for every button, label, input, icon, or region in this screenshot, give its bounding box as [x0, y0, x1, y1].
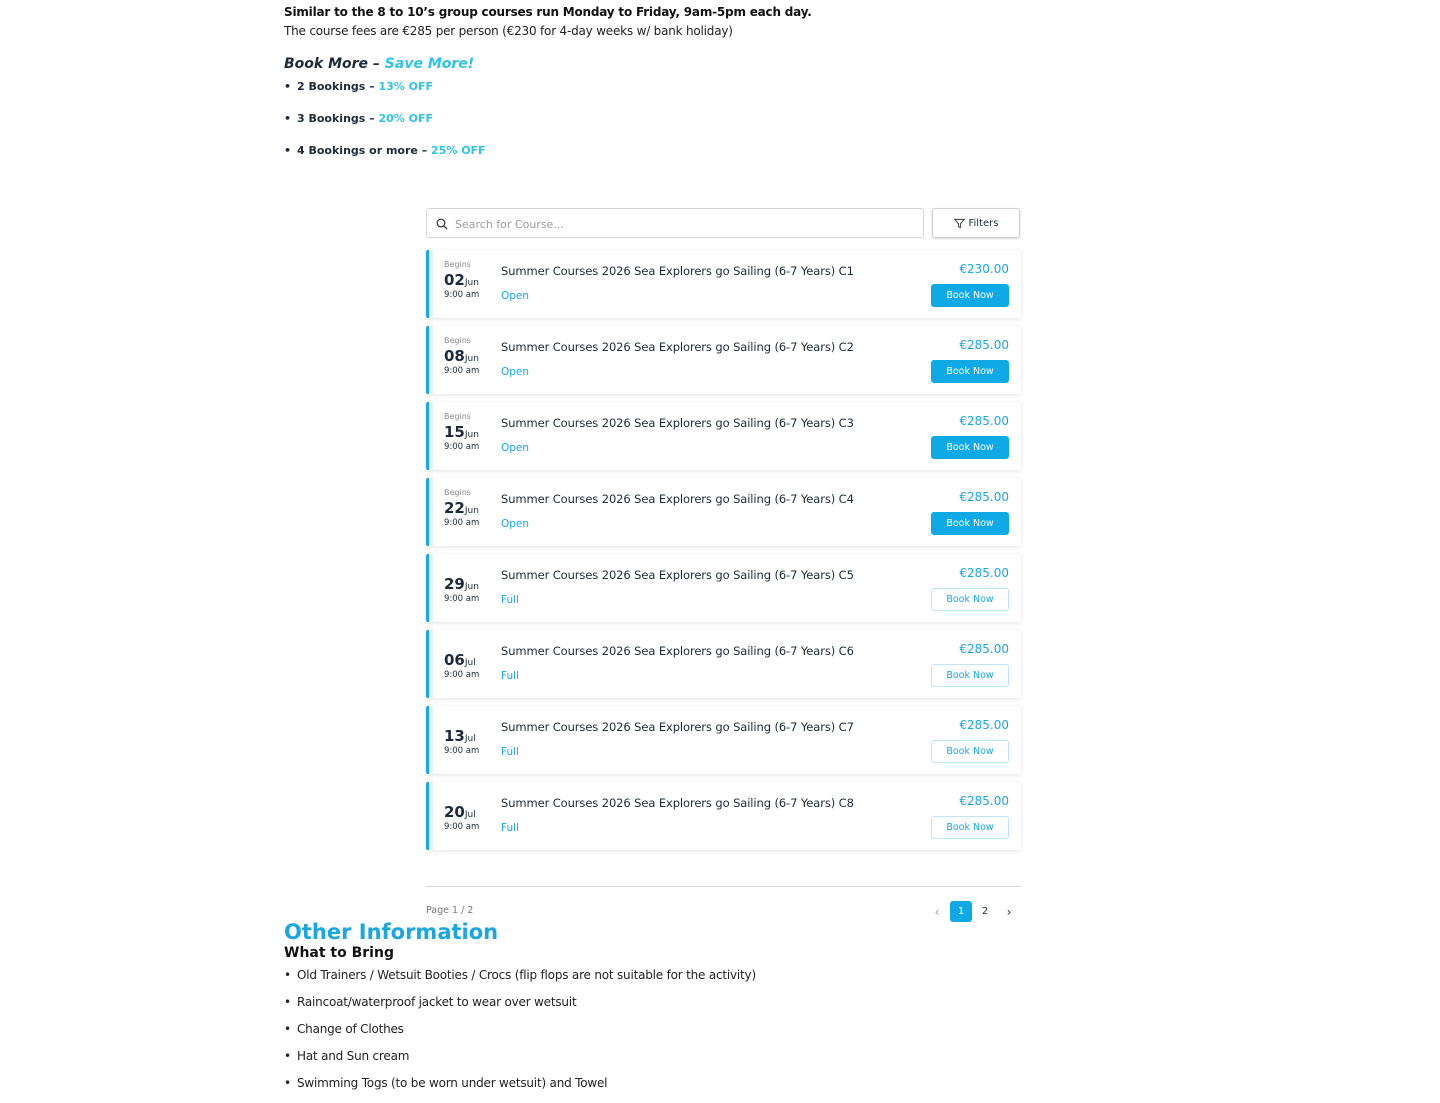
date-month: Jun [464, 506, 479, 516]
date-day: 06 [444, 651, 465, 669]
book-now-button[interactable]: Book Now [931, 588, 1009, 611]
date-day: 20 [444, 803, 465, 821]
search-icon [436, 218, 448, 230]
book-now-button[interactable]: Book Now [931, 816, 1009, 839]
course-card [426, 782, 1021, 850]
bring-list [284, 968, 756, 1103]
course-title: Summer Courses 2026 Sea Explorers go Sailing (6-7 Years) C2 [501, 340, 854, 354]
begins-label [444, 792, 494, 802]
date-month: Jun [464, 354, 479, 364]
date-day: 13 [444, 727, 465, 745]
what-to-bring-title: What to Bring [284, 945, 394, 961]
course-status: Full [501, 746, 519, 758]
course-title: Summer Courses 2026 Sea Explorers go Sailing (6-7 Years) C4 [501, 492, 854, 506]
date-day: 02 [444, 271, 465, 289]
course-price: €285.00 [959, 490, 1009, 504]
discount-heading-main: Book More – [284, 56, 385, 72]
discount-value: 25% OFF [431, 144, 486, 157]
course-title: Summer Courses 2026 Sea Explorers go Sailing (6-7 Years) C1 [501, 264, 854, 278]
course-status: Full [501, 822, 519, 834]
date-block [444, 488, 494, 528]
course-card [426, 402, 1021, 470]
course-price: €285.00 [959, 794, 1009, 808]
filters-button[interactable] [932, 208, 1020, 238]
discount-heading-accent: Save More! [384, 56, 475, 72]
bullet-icon: • [284, 144, 292, 157]
date-month: Jun [464, 278, 479, 288]
course-price: €285.00 [959, 642, 1009, 656]
intro-fees: The course fees are €285 per person (€230 for 4-day weeks w/ bank holiday) [284, 24, 733, 38]
start-time: 9:00 am [444, 670, 480, 680]
course-list [426, 250, 1021, 858]
prev-page-button[interactable]: ‹ [934, 904, 940, 919]
course-status: Open [501, 518, 530, 530]
discount-label: 3 Bookings – [297, 112, 379, 125]
list-item [284, 1022, 756, 1049]
page-info: Page 1 / 2 [426, 905, 474, 916]
date-month: Jul [464, 658, 476, 668]
search-box [426, 208, 924, 238]
bullet-icon: • [284, 995, 291, 1009]
bring-item-text: Old Trainers / Wetsuit Booties / Crocs (flip flops are not suitable for the activity) [297, 968, 756, 982]
discount-item [284, 80, 486, 112]
intro-schedule: Similar to the 8 to 10’s group courses run Monday to Friday, 9am-5pm each day. [284, 5, 812, 19]
bring-item-text: Swimming Togs (to be worn under wetsuit) and Towel [297, 1076, 608, 1090]
begins-label: Begins [444, 260, 471, 269]
discount-heading [284, 56, 474, 72]
start-time: 9:00 am [444, 442, 480, 452]
list-item [284, 968, 756, 995]
discount-label: 2 Bookings – [297, 80, 379, 93]
bring-item-text: Raincoat/waterproof jacket to wear over wetsuit [297, 995, 577, 1009]
start-time: 9:00 am [444, 822, 480, 832]
course-status: Full [501, 670, 519, 682]
date-month: Jun [464, 582, 479, 592]
book-now-button[interactable]: Book Now [931, 512, 1009, 535]
course-card [426, 554, 1021, 622]
date-block [444, 260, 494, 300]
next-page-button[interactable]: › [1006, 904, 1012, 919]
date-day: 22 [444, 499, 465, 517]
course-price: €285.00 [959, 566, 1009, 580]
date-month: Jul [464, 734, 476, 744]
start-time: 9:00 am [444, 290, 480, 300]
course-title: Summer Courses 2026 Sea Explorers go Sailing (6-7 Years) C7 [501, 720, 854, 734]
list-item [284, 995, 756, 1022]
course-price: €230.00 [959, 262, 1009, 276]
bring-item-text: Change of Clothes [297, 1022, 404, 1036]
discount-item [284, 144, 486, 176]
bullet-icon: • [284, 1076, 291, 1090]
date-block [444, 792, 494, 832]
start-time: 9:00 am [444, 746, 480, 756]
page-button-2[interactable]: 2 [981, 906, 989, 917]
discount-item [284, 112, 486, 144]
date-day: 15 [444, 423, 465, 441]
discount-value: 13% OFF [378, 80, 434, 93]
begins-label [444, 564, 494, 574]
course-status: Open [501, 366, 530, 378]
date-month: Jun [464, 430, 479, 440]
book-now-button[interactable]: Book Now [931, 664, 1009, 687]
pagination-divider [426, 886, 1021, 887]
bring-item-text: Hat and Sun cream [297, 1049, 410, 1063]
search-input[interactable] [453, 213, 917, 235]
date-block [444, 336, 494, 376]
bullet-icon: • [284, 1049, 291, 1063]
course-title: Summer Courses 2026 Sea Explorers go Sailing (6-7 Years) C5 [501, 568, 854, 582]
book-now-button[interactable]: Book Now [931, 436, 1009, 459]
course-status: Open [501, 290, 530, 302]
course-price: €285.00 [959, 338, 1009, 352]
course-card [426, 250, 1021, 318]
discount-list [284, 80, 486, 176]
course-title: Summer Courses 2026 Sea Explorers go Sailing (6-7 Years) C8 [501, 796, 854, 810]
begins-label [444, 716, 494, 726]
course-price: €285.00 [959, 718, 1009, 732]
course-title: Summer Courses 2026 Sea Explorers go Sailing (6-7 Years) C6 [501, 644, 854, 658]
course-title: Summer Courses 2026 Sea Explorers go Sailing (6-7 Years) C3 [501, 416, 854, 430]
list-item [284, 1076, 756, 1103]
date-month: Jul [464, 810, 476, 820]
start-time: 9:00 am [444, 518, 480, 528]
other-info-title: Other Information [284, 920, 499, 944]
pagination [926, 901, 1020, 922]
date-day: 29 [444, 575, 465, 593]
date-block [444, 412, 494, 452]
begins-label [444, 640, 494, 650]
course-card [426, 706, 1021, 774]
bullet-icon: • [284, 80, 292, 93]
course-card [426, 326, 1021, 394]
bullet-icon: • [284, 1022, 291, 1036]
course-status: Open [501, 442, 530, 454]
begins-label: Begins [444, 336, 471, 345]
date-block [444, 564, 494, 604]
page-button-1[interactable]: 1 [950, 901, 972, 922]
date-block [444, 716, 494, 756]
start-time: 9:00 am [444, 366, 480, 376]
bullet-icon: • [284, 112, 292, 125]
list-item [284, 1049, 756, 1076]
bullet-icon: • [284, 968, 291, 982]
book-now-button[interactable]: Book Now [931, 284, 1009, 307]
discount-value: 20% OFF [378, 112, 434, 125]
filter-icon [954, 218, 965, 229]
start-time: 9:00 am [444, 594, 480, 604]
begins-label: Begins [444, 488, 471, 497]
discount-label: 4 Bookings or more – [297, 144, 432, 157]
course-card [426, 478, 1021, 546]
book-now-button[interactable]: Book Now [931, 360, 1009, 383]
date-day: 08 [444, 347, 465, 365]
course-card [426, 630, 1021, 698]
date-block [444, 640, 494, 680]
begins-label: Begins [444, 412, 471, 421]
course-price: €285.00 [959, 414, 1009, 428]
course-status: Full [501, 594, 519, 606]
filters-label: Filters [968, 217, 999, 229]
book-now-button[interactable]: Book Now [931, 740, 1009, 763]
